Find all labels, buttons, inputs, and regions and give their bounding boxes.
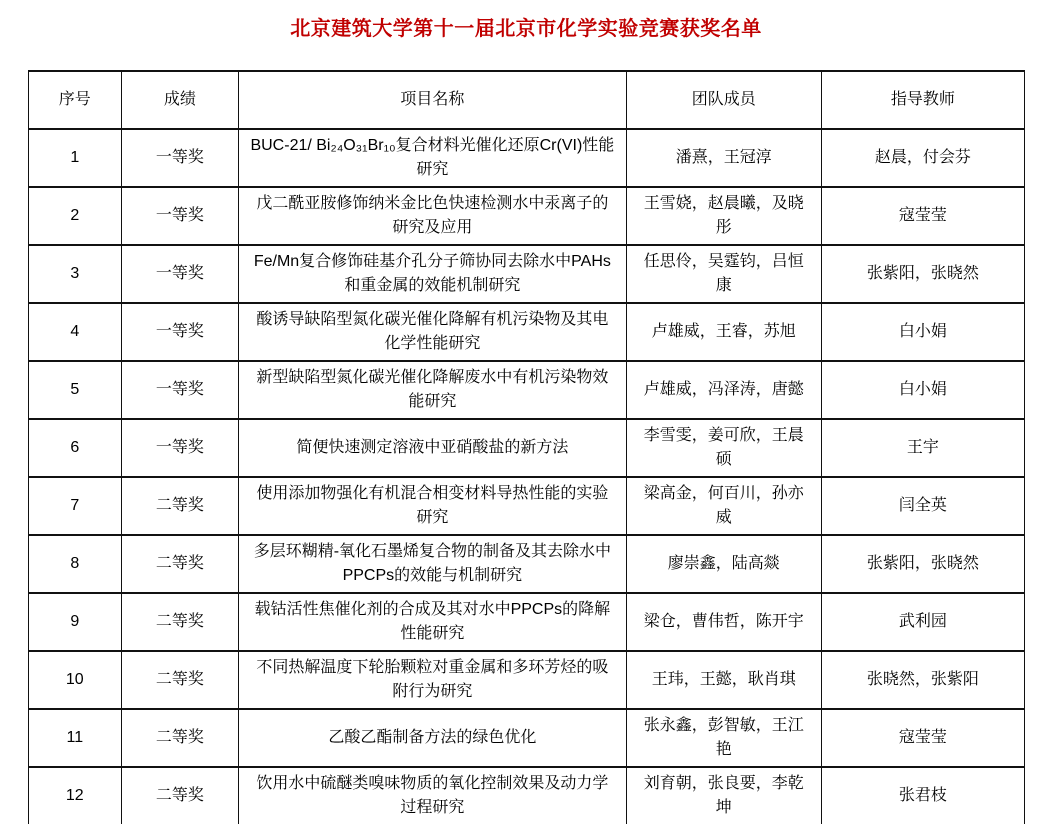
project-cell: 多层环糊精-氧化石墨烯复合物的制备及其去除水中PPCPs的效能与机制研究 (239, 535, 626, 593)
table-row (29, 651, 1025, 709)
table-row (29, 419, 1025, 477)
table-row (29, 245, 1025, 303)
award-cell: 二等奖 (121, 651, 239, 709)
header-project: 项目名称 (239, 71, 626, 129)
award-cell: 二等奖 (121, 709, 239, 767)
project-cell: 简便快速测定溶液中亚硝酸盐的新方法 (239, 419, 626, 477)
advisor-cell: 白小娟 (821, 303, 1024, 361)
team-cell: 王玮，王懿，耿肖琪 (626, 651, 821, 709)
table-row (29, 709, 1025, 767)
award-cell: 一等奖 (121, 129, 239, 187)
advisor-cell: 张晓然，张紫阳 (821, 651, 1024, 709)
award-cell: 一等奖 (121, 187, 239, 245)
team-cell: 梁高金，何百川，孙亦威 (626, 477, 821, 535)
row-number-cell: 11 (29, 709, 122, 767)
row-number-cell: 9 (29, 593, 122, 651)
row-number-cell: 5 (29, 361, 122, 419)
project-cell: Fe/Mn复合修饰硅基介孔分子筛协同去除水中PAHs和重金属的效能机制研究 (239, 245, 626, 303)
table-row (29, 593, 1025, 651)
row-number-cell: 12 (29, 767, 122, 824)
table-row (29, 535, 1025, 593)
award-cell: 一等奖 (121, 419, 239, 477)
team-cell: 李雪雯，姜可欣，王晨硕 (626, 419, 821, 477)
team-cell: 张永鑫，彭智敏，王江艳 (626, 709, 821, 767)
table-row (29, 129, 1025, 187)
award-cell: 二等奖 (121, 477, 239, 535)
project-cell: 酸诱导缺陷型氮化碳光催化降解有机污染物及其电化学性能研究 (239, 303, 626, 361)
advisor-cell: 张紫阳，张晓然 (821, 245, 1024, 303)
row-number-cell: 8 (29, 535, 122, 593)
row-number-cell: 4 (29, 303, 122, 361)
row-number-cell: 1 (29, 129, 122, 187)
header-award: 成绩 (121, 71, 239, 129)
header-row (29, 71, 1025, 129)
team-cell: 王雪娆，赵晨曦，及晓彤 (626, 187, 821, 245)
row-number-cell: 3 (29, 245, 122, 303)
project-cell: 不同热解温度下轮胎颗粒对重金属和多环芳烃的吸附行为研究 (239, 651, 626, 709)
table-row (29, 303, 1025, 361)
advisor-cell: 张紫阳，张晓然 (821, 535, 1024, 593)
project-cell: BUC-21/ Bi₂₄O₃₁Br₁₀复合材料光催化还原Cr(VI)性能研究 (239, 129, 626, 187)
table-row (29, 187, 1025, 245)
header-no: 序号 (29, 71, 122, 129)
project-cell: 使用添加物强化有机混合相变材料导热性能的实验研究 (239, 477, 626, 535)
team-cell: 梁仓，曹伟哲，陈开宇 (626, 593, 821, 651)
project-cell: 戊二酰亚胺修饰纳米金比色快速检测水中汞离子的研究及应用 (239, 187, 626, 245)
team-cell: 卢雄威，王睿，苏旭 (626, 303, 821, 361)
advisor-cell: 白小娟 (821, 361, 1024, 419)
table-row (29, 477, 1025, 535)
advisor-cell: 寇莹莹 (821, 187, 1024, 245)
award-cell: 一等奖 (121, 245, 239, 303)
advisor-cell: 武利园 (821, 593, 1024, 651)
row-number-cell: 10 (29, 651, 122, 709)
advisor-cell: 王宇 (821, 419, 1024, 477)
row-number-cell: 7 (29, 477, 122, 535)
award-cell: 二等奖 (121, 535, 239, 593)
row-number-cell: 6 (29, 419, 122, 477)
team-cell: 卢雄威，冯泽涛，唐懿 (626, 361, 821, 419)
award-cell: 一等奖 (121, 303, 239, 361)
award-cell: 二等奖 (121, 593, 239, 651)
row-number-cell: 2 (29, 187, 122, 245)
team-cell: 廖崇鑫，陆高燚 (626, 535, 821, 593)
award-cell: 二等奖 (121, 767, 239, 824)
advisor-cell: 闫全英 (821, 477, 1024, 535)
awards-table (28, 70, 1025, 824)
table-row (29, 767, 1025, 824)
project-cell: 乙酸乙酯制备方法的绿色优化 (239, 709, 626, 767)
header-team: 团队成员 (626, 71, 821, 129)
header-advisor: 指导教师 (821, 71, 1024, 129)
team-cell: 刘育朝，张良要，李乾坤 (626, 767, 821, 824)
advisor-cell: 寇莹莹 (821, 709, 1024, 767)
team-cell: 潘熹，王冠淳 (626, 129, 821, 187)
advisor-cell: 张君枝 (821, 767, 1024, 824)
advisor-cell: 赵晨，付会芬 (821, 129, 1024, 187)
project-cell: 载钴活性焦催化剂的合成及其对水中PPCPs的降解性能研究 (239, 593, 626, 651)
team-cell: 任思伶，吴霆钧，吕恒康 (626, 245, 821, 303)
award-cell: 一等奖 (121, 361, 239, 419)
table-row (29, 361, 1025, 419)
page-title: 北京建筑大学第十一届北京市化学实验竞赛获奖名单 (290, 18, 762, 40)
project-cell: 饮用水中硫醚类嗅味物质的氧化控制效果及动力学过程研究 (239, 767, 626, 824)
project-cell: 新型缺陷型氮化碳光催化降解废水中有机污染物效能研究 (239, 361, 626, 419)
